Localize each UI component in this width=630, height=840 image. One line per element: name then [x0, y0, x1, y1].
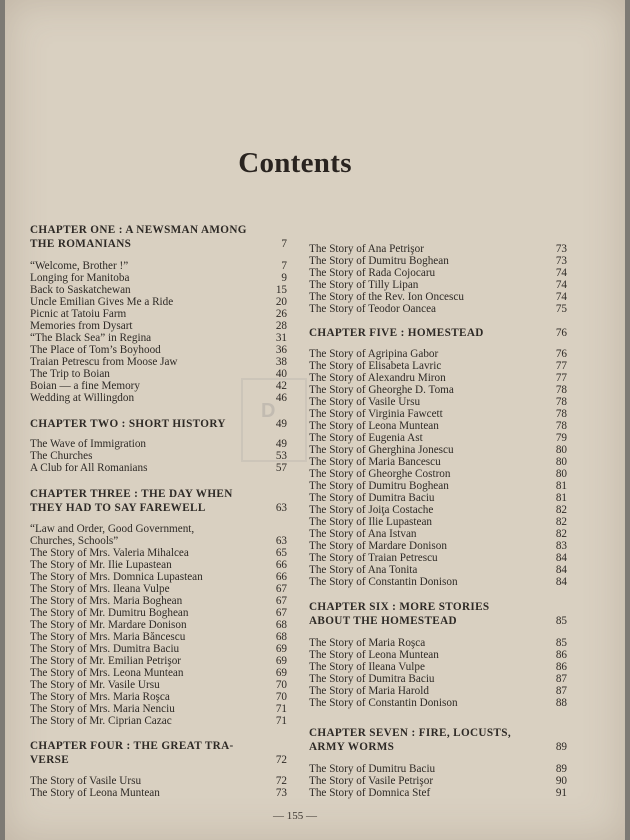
toc-entry-title: The Story of Dumitru Boghean: [309, 255, 449, 267]
toc-entry-title: The Story of Maria Roşca: [309, 637, 426, 649]
toc-entry-page: 49: [275, 438, 287, 450]
toc-entry-page: 76: [555, 348, 567, 360]
toc-entry-title: CHAPTER TWO : SHORT HISTORY: [30, 418, 226, 430]
toc-entry-page: 78: [555, 384, 567, 396]
toc-entry-title: Wedding at Willingdon: [30, 392, 135, 404]
toc-entry-title: The Story of Constantin Donison: [309, 697, 458, 709]
toc-entry-page: 73: [555, 243, 567, 255]
toc-entry-title: A Club for All Romanians: [30, 462, 148, 474]
toc-entry-title: The Story of Dumitra Baciu: [309, 673, 435, 685]
toc-entry-page: 77: [555, 360, 567, 372]
toc-entry-page: 74: [555, 267, 567, 279]
toc-entry-title: The Story of Ana Istvan: [309, 528, 417, 540]
toc-entry-page: 36: [275, 344, 287, 356]
toc-entry-page: 67: [275, 607, 287, 619]
toc-entry-title: CHAPTER THREE : THE DAY WHEN: [30, 488, 233, 500]
toc-entry-page: 80: [555, 456, 567, 468]
toc-entry-title: The Story of Mrs. Maria Boghean: [30, 595, 183, 607]
toc-entry-page: 82: [555, 516, 567, 528]
toc-entry-page: 84: [555, 564, 567, 576]
toc-entry-title: The Story of Agripina Gabor: [309, 348, 439, 360]
toc-entry-page: 89: [555, 741, 567, 753]
toc-entry-page: 86: [555, 661, 567, 673]
toc-entry-title: Back to Saskatchewan: [30, 284, 131, 296]
toc-entry-page: 86: [555, 649, 567, 661]
toc-entry-page: 70: [275, 679, 287, 691]
toc-entry-page: 81: [555, 492, 567, 504]
toc-entry-title: The Place of Tom’s Boyhood: [30, 344, 161, 356]
toc-entry-title: The Story of Mrs. Maria Nenciu: [30, 703, 175, 715]
toc-entry-title: The Story of Leona Muntean: [309, 649, 439, 661]
toc-entry-page: 42: [275, 380, 287, 392]
toc-entry-page: 81: [555, 480, 567, 492]
toc-entry-title: “Law and Order, Good Government,: [30, 523, 195, 535]
toc-entry-page: 49: [275, 418, 287, 430]
toc-entry-page: 67: [275, 583, 287, 595]
toc-entry-page: 63: [275, 502, 287, 514]
toc-entry-title: The Story of Ana Tonita: [309, 564, 418, 576]
toc-entry-page: 76: [555, 327, 567, 339]
toc-entry-title: The Story of Mr. Vasile Ursu: [30, 679, 160, 691]
toc-entry-page: 9: [281, 272, 287, 284]
toc-entry-page: 63: [275, 535, 287, 547]
toc-entry-title: CHAPTER SIX : MORE STORIES: [309, 601, 490, 613]
toc-entry-page: 78: [555, 396, 567, 408]
toc-entry-title: The Story of Mrs. Domnica Lupastean: [30, 571, 203, 583]
toc-entry-title: The Story of Mrs. Leona Muntean: [30, 667, 184, 679]
toc-entry-page: 20: [275, 296, 287, 308]
toc-entry-title: The Story of Mardare Donison: [309, 540, 447, 552]
toc-entry-page: 38: [275, 356, 287, 368]
toc-entry-page: 40: [275, 368, 287, 380]
toc-entry-page: 87: [555, 673, 567, 685]
toc-entry-page: 91: [555, 787, 567, 799]
toc-entry-title: The Story of Leona Muntean: [30, 787, 160, 799]
toc-entry-page: 26: [275, 308, 287, 320]
toc-entry-title: The Story of Vasile Ursu: [30, 775, 142, 787]
toc-entry-title: The Story of Mr. Dumitru Boghean: [30, 607, 189, 619]
toc-entry-page: 72: [275, 775, 287, 787]
toc-entry-page: 69: [275, 655, 287, 667]
toc-entry-page: 82: [555, 528, 567, 540]
toc-entry-title: The Story of Virginia Fawcett: [309, 408, 443, 420]
toc-entry-page: 28: [275, 320, 287, 332]
toc-entry-title: The Story of Mr. Ciprian Cazac: [30, 715, 172, 727]
toc-entry-title: The Story of Mrs. Ileana Vulpe: [30, 583, 170, 595]
toc-entry-page: 66: [275, 571, 287, 583]
toc-entry-title: The Churches: [30, 450, 93, 462]
toc-entry-title: The Story of Teodor Oancea: [309, 303, 436, 315]
toc-entry-title: The Story of Constantin Donison: [309, 576, 458, 588]
toc-entry-title: CHAPTER FIVE : HOMESTEAD: [309, 327, 484, 339]
toc-entry-title: Picnic at Tatoiu Farm: [30, 308, 127, 320]
toc-entry-title: The Story of Vasile Ursu: [309, 396, 421, 408]
toc-entry-page: 57: [275, 462, 287, 474]
toc-entry-page: 71: [275, 703, 287, 715]
toc-entry-page: 69: [275, 667, 287, 679]
page-number: — 155 —: [273, 810, 317, 822]
book-page: [5, 0, 625, 840]
toc-entry-title: “Welcome, Brother !”: [30, 260, 129, 272]
toc-entry-page: 69: [275, 643, 287, 655]
toc-entry-title: THE ROMANIANS: [30, 238, 132, 250]
toc-entry-title: The Story of Dumitru Boghean: [309, 480, 449, 492]
toc-entry-page: 65: [275, 547, 287, 559]
toc-entry-title: The Story of Joiţa Costache: [309, 504, 434, 516]
toc-entry-title: Traian Petrescu from Moose Jaw: [30, 356, 178, 368]
toc-entry-title: ARMY WORMS: [309, 741, 395, 753]
toc-entry-title: The Story of the Rev. Ion Oncescu: [309, 291, 464, 303]
toc-entry-title: The Story of Traian Petrescu: [309, 552, 438, 564]
toc-entry-page: 78: [555, 408, 567, 420]
toc-entry-title: Boian — a fine Memory: [30, 380, 140, 392]
toc-entry-page: 67: [275, 595, 287, 607]
toc-entry-title: The Story of Dumitra Baciu: [309, 492, 435, 504]
toc-entry-title: The Story of Gherghina Jonescu: [309, 444, 454, 456]
toc-entry-title: The Story of Ileana Vulpe: [309, 661, 425, 673]
toc-entry-title: The Story of Maria Harold: [309, 685, 429, 697]
toc-entry-title: Memories from Dysart: [30, 320, 133, 332]
toc-entry-page: 68: [275, 631, 287, 643]
toc-entry-title: The Story of Gheorghe D. Toma: [309, 384, 454, 396]
toc-entry-title: The Story of Mrs. Maria Roşca: [30, 691, 170, 703]
toc-entry-title: The Story of Ilie Lupastean: [309, 516, 433, 528]
toc-entry-page: 74: [555, 291, 567, 303]
toc-entry-title: The Story of Dumitru Baciu: [309, 763, 436, 775]
toc-entry-title: The Story of Mr. Mardare Donison: [30, 619, 187, 631]
toc-entry-title: The Story of Gheorghe Costron: [309, 468, 451, 480]
toc-entry-page: 90: [555, 775, 567, 787]
toc-entry-title: The Story of Vasile Petrişor: [309, 775, 434, 787]
toc-entry-page: 80: [555, 444, 567, 456]
toc-entry-title: The Story of Tilly Lipan: [309, 279, 419, 291]
toc-entry-page: 7: [281, 260, 287, 272]
toc-entry-page: 73: [555, 255, 567, 267]
toc-entry-title: CHAPTER SEVEN : FIRE, LOCUSTS,: [309, 727, 511, 739]
toc-entry-title: The Trip to Boian: [30, 368, 110, 380]
toc-entry-title: Longing for Manitoba: [30, 272, 130, 284]
toc-entry-page: 89: [555, 763, 567, 775]
toc-entry-page: 70: [275, 691, 287, 703]
toc-entry-title: ABOUT THE HOMESTEAD: [309, 615, 457, 627]
toc-entry-page: 73: [275, 787, 287, 799]
toc-entry-title: The Story of Domnica Stef: [309, 787, 431, 799]
toc-entry-page: 74: [555, 279, 567, 291]
toc-entry-title: Churches, Schools”: [30, 535, 119, 547]
toc-entry-page: 85: [555, 615, 567, 627]
toc-entry-page: 68: [275, 619, 287, 631]
toc-entry-page: 80: [555, 468, 567, 480]
page-title: Contents: [238, 147, 352, 179]
toc-entry-title: Uncle Emilian Gives Me a Ride: [30, 296, 174, 308]
toc-entry-page: 84: [555, 576, 567, 588]
toc-entry-title: “The Black Sea” in Regina: [30, 332, 152, 344]
toc-entry-title: The Story of Elisabeta Lavric: [309, 360, 442, 372]
toc-entry-page: 72: [275, 754, 287, 766]
toc-entry-page: 31: [275, 332, 287, 344]
toc-entry-title: VERSE: [30, 754, 70, 766]
toc-entry-page: 88: [555, 697, 567, 709]
toc-entry-title: The Story of Mrs. Maria Băncescu: [30, 631, 186, 643]
toc-entry-title: The Story of Maria Bancescu: [309, 456, 441, 468]
toc-entry-title: The Story of Eugenia Ast: [309, 432, 423, 444]
toc-entry-page: 75: [555, 303, 567, 315]
toc-entry-title: The Wave of Immigration: [30, 438, 147, 450]
toc-entry-title: CHAPTER FOUR : THE GREAT TRA-: [30, 740, 234, 752]
toc-entry-page: 79: [555, 432, 567, 444]
toc-entry-page: 82: [555, 504, 567, 516]
toc-entry-page: 84: [555, 552, 567, 564]
toc-entry-page: 46: [275, 392, 287, 404]
toc-entry-page: 85: [555, 637, 567, 649]
toc-entry-page: 53: [275, 450, 287, 462]
toc-entry-title: CHAPTER ONE : A NEWSMAN AMONG: [30, 224, 247, 236]
toc-entry-page: 87: [555, 685, 567, 697]
toc-entry-title: The Story of Mrs. Dumitra Baciu: [30, 643, 180, 655]
toc-entry-page: 15: [275, 284, 287, 296]
toc-entry-title: The Story of Mr. Ilie Lupastean: [30, 559, 172, 571]
watermark-logo: D: [241, 378, 307, 462]
toc-entry-page: 83: [555, 540, 567, 552]
toc-entry-title: The Story of Alexandru Miron: [309, 372, 446, 384]
toc-entry-title: The Story of Mrs. Valeria Mihalcea: [30, 547, 189, 559]
toc-entry-title: THEY HAD TO SAY FAREWELL: [30, 502, 206, 514]
toc-entry-page: 7: [281, 238, 287, 250]
toc-entry-title: The Story of Leona Muntean: [309, 420, 439, 432]
toc-entry-page: 77: [555, 372, 567, 384]
toc-entry-page: 78: [555, 420, 567, 432]
toc-entry-page: 66: [275, 559, 287, 571]
toc-entry-title: The Story of Rada Cojocaru: [309, 267, 436, 279]
toc-entry-title: The Story of Ana Petrişor: [309, 243, 424, 255]
toc-entry-title: The Story of Mr. Emilian Petrişor: [30, 655, 182, 667]
toc-entry-page: 71: [275, 715, 287, 727]
